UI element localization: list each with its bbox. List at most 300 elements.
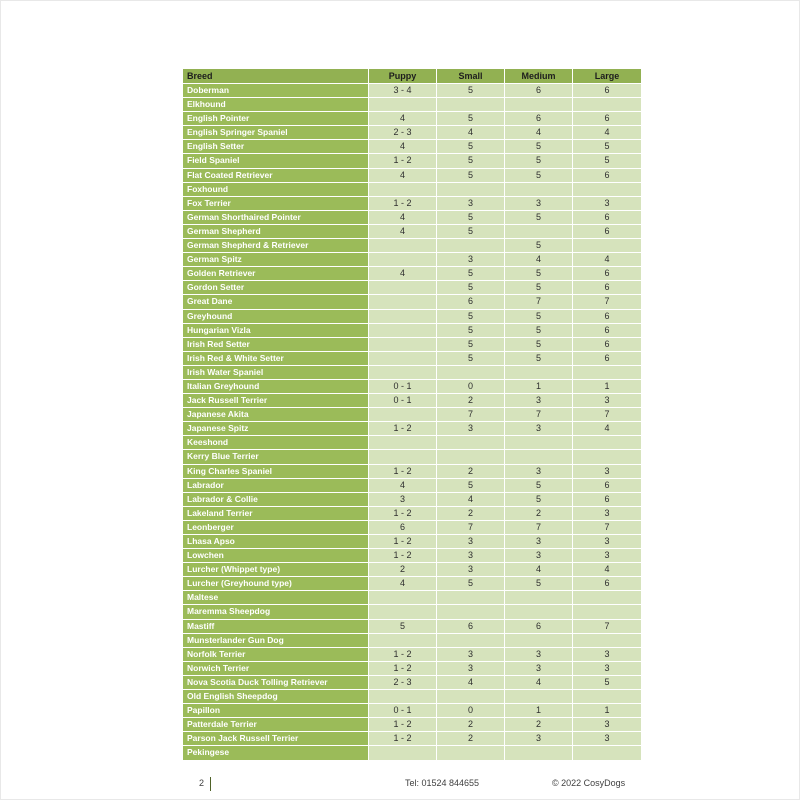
breed-name: Kerry Blue Terrier — [183, 450, 369, 464]
puppy-value: 2 — [369, 563, 437, 577]
table-row — [183, 352, 641, 366]
medium-value — [505, 436, 573, 450]
table-row — [183, 591, 641, 605]
table-row — [183, 267, 641, 281]
breed-name: Norfolk Terrier — [183, 648, 369, 662]
medium-value: 2 — [505, 718, 573, 732]
large-value: 6 — [573, 352, 641, 366]
breed-name: Lakeland Terrier — [183, 507, 369, 521]
small-value: 5 — [437, 267, 505, 281]
large-value — [573, 746, 641, 760]
breed-name: Maltese — [183, 591, 369, 605]
medium-value: 5 — [505, 479, 573, 493]
breed-name: Hungarian Vizla — [183, 324, 369, 338]
table-row — [183, 648, 641, 662]
table-row — [183, 197, 641, 211]
small-value: 5 — [437, 112, 505, 126]
large-value: 6 — [573, 225, 641, 239]
table-row — [183, 634, 641, 648]
small-value: 6 — [437, 295, 505, 309]
medium-value — [505, 746, 573, 760]
footer-telephone: Tel: 01524 844655 — [405, 778, 480, 788]
large-value: 6 — [573, 338, 641, 352]
medium-value — [505, 225, 573, 239]
small-value — [437, 183, 505, 197]
large-value: 6 — [573, 577, 641, 591]
large-value: 6 — [573, 112, 641, 126]
large-value: 7 — [573, 620, 641, 634]
small-value: 5 — [437, 338, 505, 352]
puppy-value: 5 — [369, 620, 437, 634]
large-value: 4 — [573, 253, 641, 267]
puppy-value — [369, 591, 437, 605]
small-value: 5 — [437, 225, 505, 239]
small-value: 3 — [437, 422, 505, 436]
large-value — [573, 183, 641, 197]
page-footer — [0, 777, 800, 793]
table-row — [183, 732, 641, 746]
table-row — [183, 154, 641, 168]
small-value: 7 — [437, 521, 505, 535]
small-value: 0 — [437, 380, 505, 394]
puppy-value: 4 — [369, 225, 437, 239]
small-value: 3 — [437, 648, 505, 662]
breed-name: German Spitz — [183, 253, 369, 267]
medium-value — [505, 634, 573, 648]
medium-value: 5 — [505, 281, 573, 295]
puppy-value: 4 — [369, 112, 437, 126]
small-value: 0 — [437, 704, 505, 718]
medium-value: 4 — [505, 563, 573, 577]
table-row — [183, 183, 641, 197]
table-row — [183, 211, 641, 225]
small-value — [437, 690, 505, 704]
small-value: 5 — [437, 310, 505, 324]
small-value — [437, 98, 505, 112]
small-value: 2 — [437, 507, 505, 521]
medium-value: 4 — [505, 676, 573, 690]
breed-name: King Charles Spaniel — [183, 465, 369, 479]
small-value — [437, 591, 505, 605]
large-value: 4 — [573, 563, 641, 577]
large-value: 3 — [573, 662, 641, 676]
large-value — [573, 436, 641, 450]
breed-name: Parson Jack Russell Terrier — [183, 732, 369, 746]
breed-name: Elkhound — [183, 98, 369, 112]
large-value: 3 — [573, 465, 641, 479]
breed-name: Foxhound — [183, 183, 369, 197]
breed-name: Maremma Sheepdog — [183, 605, 369, 619]
breed-name: Mastiff — [183, 620, 369, 634]
breed-name: Lurcher (Whippet type) — [183, 563, 369, 577]
puppy-value — [369, 634, 437, 648]
puppy-value: 0 - 1 — [369, 380, 437, 394]
puppy-value — [369, 98, 437, 112]
small-value: 5 — [437, 281, 505, 295]
breed-name: Papillon — [183, 704, 369, 718]
puppy-value: 1 - 2 — [369, 662, 437, 676]
breed-name: Irish Red & White Setter — [183, 352, 369, 366]
small-value: 6 — [437, 620, 505, 634]
large-value — [573, 98, 641, 112]
medium-value — [505, 183, 573, 197]
small-value: 3 — [437, 662, 505, 676]
large-value: 3 — [573, 507, 641, 521]
medium-value: 5 — [505, 493, 573, 507]
large-value: 6 — [573, 310, 641, 324]
table-row — [183, 662, 641, 676]
large-value — [573, 605, 641, 619]
table-row — [183, 112, 641, 126]
medium-value — [505, 605, 573, 619]
breed-name: Irish Red Setter — [183, 338, 369, 352]
large-value — [573, 366, 641, 380]
puppy-value: 1 - 2 — [369, 535, 437, 549]
medium-value: 3 — [505, 732, 573, 746]
puppy-value: 3 — [369, 493, 437, 507]
small-value — [437, 605, 505, 619]
small-value: 5 — [437, 479, 505, 493]
small-value: 2 — [437, 465, 505, 479]
medium-value: 7 — [505, 521, 573, 535]
medium-value — [505, 450, 573, 464]
breed-name: German Shepherd — [183, 225, 369, 239]
table-row — [183, 394, 641, 408]
breed-name: Labrador — [183, 479, 369, 493]
large-value: 6 — [573, 493, 641, 507]
small-value: 3 — [437, 197, 505, 211]
medium-value — [505, 591, 573, 605]
puppy-value — [369, 605, 437, 619]
breed-name: Patterdale Terrier — [183, 718, 369, 732]
large-value: 6 — [573, 84, 641, 98]
small-value: 7 — [437, 408, 505, 422]
puppy-value — [369, 183, 437, 197]
medium-value: 5 — [505, 352, 573, 366]
table-header-row — [183, 69, 641, 84]
table-row — [183, 450, 641, 464]
small-value: 5 — [437, 352, 505, 366]
medium-value: 6 — [505, 112, 573, 126]
small-value — [437, 746, 505, 760]
puppy-value — [369, 746, 437, 760]
medium-value: 5 — [505, 267, 573, 281]
small-value: 5 — [437, 577, 505, 591]
breed-name: Gordon Setter — [183, 281, 369, 295]
large-value: 3 — [573, 197, 641, 211]
puppy-value — [369, 295, 437, 309]
medium-value: 5 — [505, 239, 573, 253]
table-row — [183, 84, 641, 98]
puppy-value — [369, 338, 437, 352]
medium-value: 4 — [505, 253, 573, 267]
table-row — [183, 324, 641, 338]
table-row — [183, 704, 641, 718]
breed-name: Keeshond — [183, 436, 369, 450]
table-row — [183, 310, 641, 324]
puppy-value: 1 - 2 — [369, 549, 437, 563]
large-value: 3 — [573, 732, 641, 746]
medium-value: 6 — [505, 620, 573, 634]
puppy-value — [369, 408, 437, 422]
medium-value — [505, 98, 573, 112]
breed-name: Munsterlander Gun Dog — [183, 634, 369, 648]
large-value — [573, 239, 641, 253]
medium-value: 5 — [505, 577, 573, 591]
table-row — [183, 422, 641, 436]
breed-name: Nova Scotia Duck Tolling Retriever — [183, 676, 369, 690]
puppy-value — [369, 239, 437, 253]
puppy-value: 1 - 2 — [369, 422, 437, 436]
large-value — [573, 634, 641, 648]
table-row — [183, 436, 641, 450]
table-row — [183, 295, 641, 309]
large-value: 5 — [573, 140, 641, 154]
medium-value: 7 — [505, 295, 573, 309]
small-value: 3 — [437, 535, 505, 549]
table-row — [183, 549, 641, 563]
table-row — [183, 380, 641, 394]
breed-name: Lurcher (Greyhound type) — [183, 577, 369, 591]
table-row — [183, 605, 641, 619]
footer-copyright: © 2022 CosyDogs — [552, 778, 626, 788]
table-row — [183, 408, 641, 422]
breed-name: German Shorthaired Pointer — [183, 211, 369, 225]
small-value: 3 — [437, 563, 505, 577]
large-value: 6 — [573, 281, 641, 295]
puppy-value: 1 - 2 — [369, 507, 437, 521]
puppy-value: 4 — [369, 479, 437, 493]
header-breed: Breed — [183, 69, 369, 84]
small-value: 5 — [437, 154, 505, 168]
header-small: Small — [437, 69, 505, 84]
medium-value: 1 — [505, 704, 573, 718]
table-row — [183, 577, 641, 591]
table-row — [183, 620, 641, 634]
puppy-value: 2 - 3 — [369, 676, 437, 690]
large-value: 6 — [573, 479, 641, 493]
breed-name: Japanese Akita — [183, 408, 369, 422]
medium-value: 6 — [505, 84, 573, 98]
medium-value: 3 — [505, 662, 573, 676]
medium-value: 4 — [505, 126, 573, 140]
footer-divider-bar — [210, 777, 211, 791]
table-row — [183, 746, 641, 760]
medium-value: 3 — [505, 394, 573, 408]
medium-value: 5 — [505, 169, 573, 183]
large-value: 6 — [573, 169, 641, 183]
table-row — [183, 718, 641, 732]
small-value — [437, 450, 505, 464]
small-value: 2 — [437, 394, 505, 408]
breed-name: Lhasa Apso — [183, 535, 369, 549]
small-value: 3 — [437, 253, 505, 267]
medium-value: 5 — [505, 338, 573, 352]
large-value — [573, 690, 641, 704]
table-row — [183, 690, 641, 704]
large-value: 4 — [573, 422, 641, 436]
large-value: 6 — [573, 267, 641, 281]
puppy-value — [369, 281, 437, 295]
medium-value: 3 — [505, 549, 573, 563]
medium-value: 1 — [505, 380, 573, 394]
page-number: 2 — [199, 778, 205, 788]
table-row — [183, 126, 641, 140]
table-row — [183, 98, 641, 112]
small-value — [437, 436, 505, 450]
table-row — [183, 338, 641, 352]
large-value: 7 — [573, 295, 641, 309]
medium-value: 5 — [505, 324, 573, 338]
table-row — [183, 366, 641, 380]
table-row — [183, 521, 641, 535]
small-value: 5 — [437, 84, 505, 98]
large-value: 1 — [573, 380, 641, 394]
puppy-value: 1 - 2 — [369, 465, 437, 479]
breed-name: Italian Greyhound — [183, 380, 369, 394]
large-value: 7 — [573, 521, 641, 535]
medium-value: 5 — [505, 154, 573, 168]
puppy-value: 1 - 2 — [369, 732, 437, 746]
large-value: 6 — [573, 324, 641, 338]
large-value: 3 — [573, 549, 641, 563]
small-value — [437, 366, 505, 380]
large-value: 7 — [573, 408, 641, 422]
breed-name: English Springer Spaniel — [183, 126, 369, 140]
header-puppy: Puppy — [369, 69, 437, 84]
medium-value: 3 — [505, 535, 573, 549]
puppy-value — [369, 436, 437, 450]
breed-name: Flat Coated Retriever — [183, 169, 369, 183]
small-value: 4 — [437, 126, 505, 140]
large-value: 5 — [573, 154, 641, 168]
breed-name: Norwich Terrier — [183, 662, 369, 676]
breed-name: Great Dane — [183, 295, 369, 309]
header-medium: Medium — [505, 69, 573, 84]
small-value: 4 — [437, 676, 505, 690]
breed-name: Old English Sheepdog — [183, 690, 369, 704]
breed-name: English Setter — [183, 140, 369, 154]
puppy-value: 4 — [369, 140, 437, 154]
small-value — [437, 239, 505, 253]
table-row — [183, 493, 641, 507]
medium-value: 3 — [505, 422, 573, 436]
table-row — [183, 535, 641, 549]
large-value: 3 — [573, 718, 641, 732]
puppy-value: 0 - 1 — [369, 704, 437, 718]
large-value: 3 — [573, 648, 641, 662]
large-value — [573, 591, 641, 605]
small-value: 5 — [437, 169, 505, 183]
puppy-value — [369, 366, 437, 380]
breed-name: English Pointer — [183, 112, 369, 126]
puppy-value — [369, 690, 437, 704]
puppy-value: 6 — [369, 521, 437, 535]
breed-feeding-table — [183, 69, 641, 761]
puppy-value — [369, 450, 437, 464]
small-value: 4 — [437, 493, 505, 507]
large-value — [573, 450, 641, 464]
breed-name: Leonberger — [183, 521, 369, 535]
medium-value: 3 — [505, 465, 573, 479]
table-row — [183, 465, 641, 479]
large-value: 3 — [573, 394, 641, 408]
header-large: Large — [573, 69, 641, 84]
breed-name: Pekingese — [183, 746, 369, 760]
medium-value: 5 — [505, 140, 573, 154]
puppy-value: 3 - 4 — [369, 84, 437, 98]
breed-name: Fox Terrier — [183, 197, 369, 211]
puppy-value: 4 — [369, 169, 437, 183]
table-row — [183, 169, 641, 183]
puppy-value: 4 — [369, 577, 437, 591]
large-value: 5 — [573, 676, 641, 690]
puppy-value — [369, 324, 437, 338]
breed-name: Lowchen — [183, 549, 369, 563]
breed-name: Doberman — [183, 84, 369, 98]
medium-value: 3 — [505, 197, 573, 211]
puppy-value: 4 — [369, 267, 437, 281]
breed-name: Greyhound — [183, 310, 369, 324]
medium-value — [505, 366, 573, 380]
large-value: 3 — [573, 535, 641, 549]
table-row — [183, 281, 641, 295]
small-value — [437, 634, 505, 648]
breed-name: Irish Water Spaniel — [183, 366, 369, 380]
breed-name: Jack Russell Terrier — [183, 394, 369, 408]
puppy-value: 2 - 3 — [369, 126, 437, 140]
breed-name: German Shepherd & Retriever — [183, 239, 369, 253]
puppy-value: 1 - 2 — [369, 197, 437, 211]
puppy-value — [369, 310, 437, 324]
breed-name: Field Spaniel — [183, 154, 369, 168]
puppy-value — [369, 352, 437, 366]
breed-name: Labrador & Collie — [183, 493, 369, 507]
medium-value — [505, 690, 573, 704]
small-value: 5 — [437, 140, 505, 154]
small-value: 2 — [437, 718, 505, 732]
large-value: 6 — [573, 211, 641, 225]
table-row — [183, 140, 641, 154]
puppy-value — [369, 253, 437, 267]
breed-name: Japanese Spitz — [183, 422, 369, 436]
small-value: 5 — [437, 211, 505, 225]
medium-value: 3 — [505, 648, 573, 662]
small-value: 2 — [437, 732, 505, 746]
breed-name: Golden Retriever — [183, 267, 369, 281]
puppy-value: 4 — [369, 211, 437, 225]
table-row — [183, 676, 641, 690]
table-row — [183, 507, 641, 521]
medium-value: 5 — [505, 310, 573, 324]
large-value: 4 — [573, 126, 641, 140]
table-row — [183, 225, 641, 239]
table-row — [183, 239, 641, 253]
small-value: 5 — [437, 324, 505, 338]
medium-value: 2 — [505, 507, 573, 521]
table-row — [183, 253, 641, 267]
puppy-value: 1 - 2 — [369, 648, 437, 662]
small-value: 3 — [437, 549, 505, 563]
puppy-value: 1 - 2 — [369, 718, 437, 732]
medium-value: 7 — [505, 408, 573, 422]
puppy-value: 1 - 2 — [369, 154, 437, 168]
large-value: 1 — [573, 704, 641, 718]
table-row — [183, 479, 641, 493]
puppy-value: 0 - 1 — [369, 394, 437, 408]
table-body — [183, 84, 641, 761]
medium-value: 5 — [505, 211, 573, 225]
